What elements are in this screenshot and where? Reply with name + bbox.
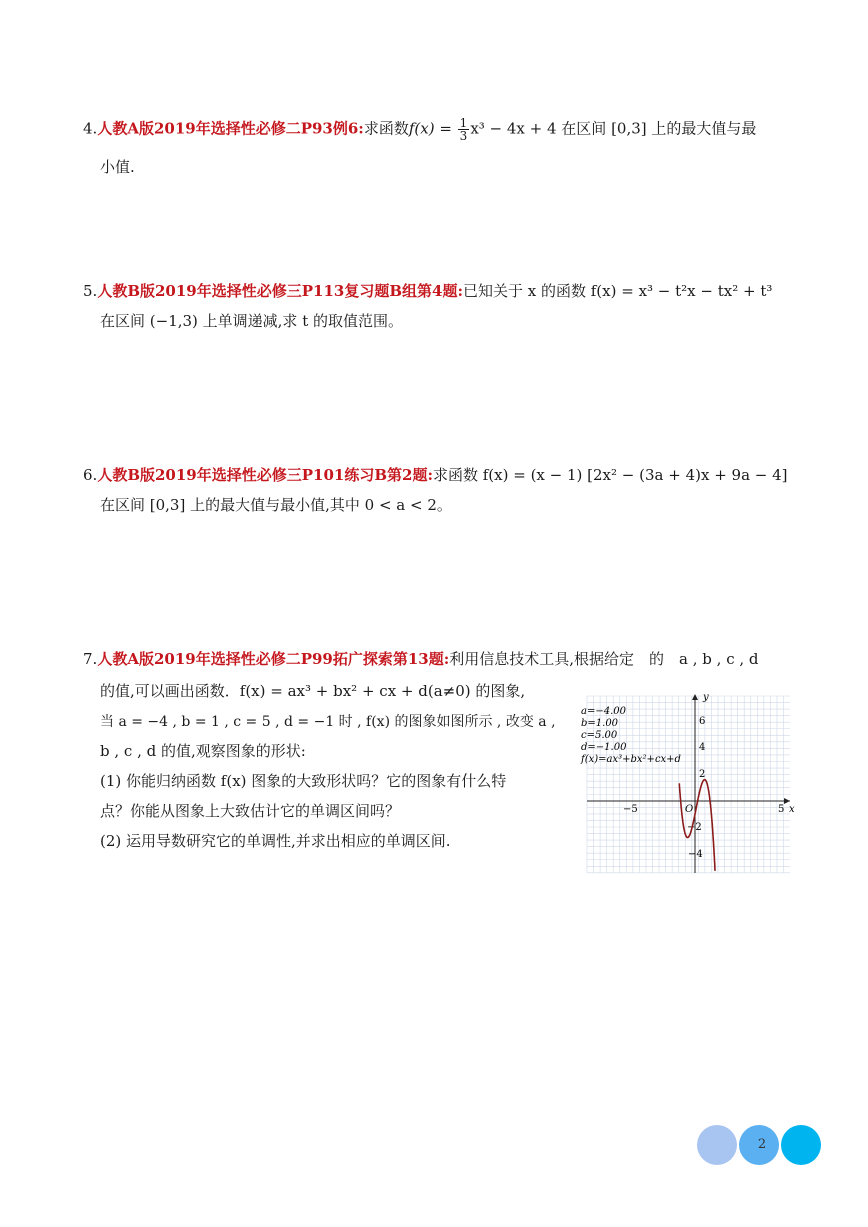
problem-text: 求函数 f(x) = (x − 1) [2x² − (3a + 4)x + 9a − 4] [432, 466, 788, 484]
problem-number: 7. [83, 650, 98, 668]
problem-7-line-1 [83, 648, 759, 670]
y-axis-label: y [703, 692, 709, 703]
param-a: a=−4.00 [581, 706, 626, 717]
problem-text: 求函数 [363, 119, 409, 138]
y-tick-label: −4 [688, 849, 703, 860]
problem-7-line-2: 的值,可以画出函数．f(x) = ax³ + bx² + cx + d(a≠0) 的图象, [100, 682, 526, 700]
problem-4-line-2: 小值. [100, 158, 135, 176]
fraction-numerator: 1 [459, 116, 468, 130]
problem-7-line-7: (2) 运用导数研究它的单调性,并求出相应的单调区间. [100, 832, 451, 850]
page-decor-circle-3 [781, 1125, 821, 1165]
problem-7-line-6: 点？你能从图象上大致估计它的单调区间吗？ [100, 802, 401, 820]
problem-text: x³ − 4x + 4 在区间 [0,3] 上的最大值与最 [470, 119, 757, 138]
problem-source: 人教B版2019年选择性必修三P101练习B第2题: [97, 466, 433, 484]
param-d: d=−1.00 [581, 742, 627, 753]
page-number: 2 [757, 1137, 767, 1152]
function-name: f(x) = [408, 119, 457, 138]
problem-4-line-1 [83, 117, 756, 142]
problem-number: 4. [83, 119, 98, 138]
fraction [458, 117, 470, 142]
problem-source: 人教A版2019年选择性必修二P99拓广探索第13题: [97, 650, 450, 668]
page-decor-circle-1 [697, 1125, 737, 1165]
param-b: b=1.00 [581, 718, 619, 729]
problem-text: 已知关于 x 的函数 f(x) = x³ − t²x − tx² + t³ [462, 282, 773, 300]
problem-6-line-1 [83, 464, 788, 486]
param-c: c=5.00 [581, 730, 618, 741]
y-tick-label: 4 [699, 742, 706, 753]
x-tick-label: −5 [623, 804, 638, 815]
origin-label: O [685, 804, 694, 815]
x-axis-label: x [789, 804, 795, 815]
problem-source: 人教A版2019年选择性必修二P93例6: [97, 119, 364, 138]
y-tick-label: 2 [699, 769, 706, 780]
y-axis-arrow [692, 694, 698, 700]
y-tick-label: 6 [699, 716, 706, 727]
problem-number: 6. [83, 466, 98, 484]
y-tick-label: −2 [687, 822, 702, 833]
problem-7-line-5: (1) 你能归纳函数 f(x) 图象的大致形状吗？它的图象有什么特 [100, 772, 507, 790]
function-graph-figure [581, 690, 795, 875]
problem-7-line-4: b , c , d 的值,观察图象的形状: [100, 742, 306, 760]
problem-source: 人教B版2019年选择性必修三P113复习题B组第4题: [97, 282, 463, 300]
fraction-denominator: 3 [459, 129, 468, 143]
problem-number: 5. [83, 282, 98, 300]
problem-6-line-2: 在区间 [0,3] 上的最大值与最小值,其中 0 < a < 2。 [100, 496, 452, 514]
x-tick-label: 5 [778, 804, 785, 815]
problem-5-line-1 [83, 280, 772, 302]
problem-7-line-3: 当 a = −4 , b = 1 , c = 5 , d = −1 时 , f(x) 的图象如图所示 , 改变 a , [100, 714, 556, 730]
problem-text: 利用信息技术工具,根据给定 的 a , b , c , d [449, 650, 759, 668]
problem-5-line-2: 在区间 (−1,3) 上单调递减,求 t 的取值范围。 [100, 312, 403, 330]
function-formula: f(x)=ax³+bx²+cx+d [581, 754, 681, 765]
